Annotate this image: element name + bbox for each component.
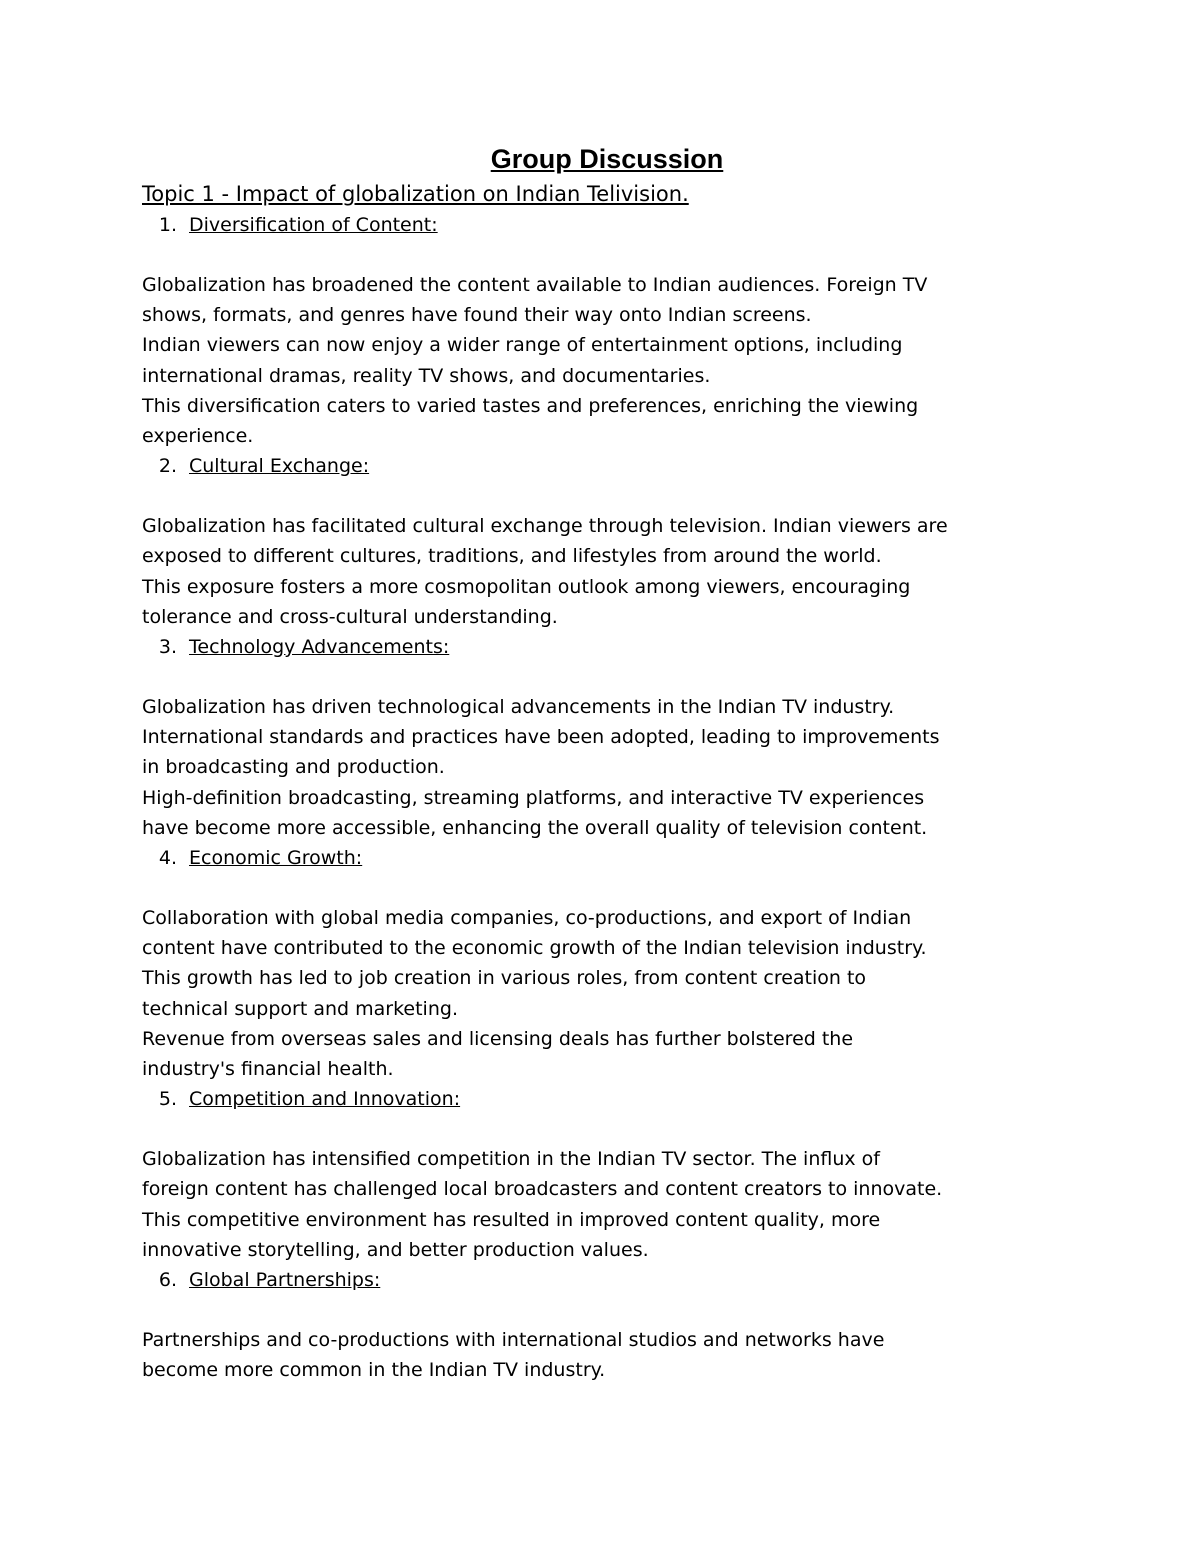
section-title: Global Partnerships:: [189, 1269, 381, 1292]
section-title: Competition and Innovation:: [189, 1088, 461, 1111]
paragraph-line: Collaboration with global media companies, co-productions, and export of Indian: [142, 907, 912, 930]
section-heading: [142, 451, 1072, 481]
section-heading: [142, 1084, 1072, 1114]
paragraph-line: experience.: [142, 425, 254, 448]
paragraph-line: industry's financial health.: [142, 1058, 394, 1081]
section-1: [142, 210, 1072, 451]
document-title: Group Discussion: [490, 144, 724, 174]
paragraph-line: content have contributed to the economic growth of the Indian television industry.: [142, 937, 927, 960]
section-title: Cultural Exchange:: [189, 455, 370, 478]
paragraph-line: international dramas, reality TV shows, and documentaries.: [142, 364, 711, 387]
section-number: 4.: [158, 847, 177, 870]
paragraph-line: Globalization has broadened the content available to Indian audiences. Foreign TV: [142, 274, 928, 296]
paragraph-line: exposed to different cultures, traditions, and lifestyles from around the world.: [142, 545, 882, 568]
paragraph-line: Partnerships and co-productions with international studios and networks have: [142, 1329, 885, 1352]
paragraph-line: This diversification caters to varied tastes and preferences, enriching the viewing: [142, 394, 919, 417]
paragraph-line: Globalization has facilitated cultural exchange through television. Indian viewers are: [142, 515, 948, 538]
section-heading: [142, 210, 1072, 240]
paragraph-line: technical support and marketing.: [142, 997, 458, 1020]
section-number: 1.: [158, 214, 177, 236]
section-number: 5.: [158, 1088, 177, 1111]
paragraph-line: Globalization has driven technological advancements in the Indian TV industry.: [142, 696, 895, 719]
section-heading: [142, 1265, 1072, 1295]
section-heading: [142, 843, 1072, 873]
section-4: [142, 843, 1072, 1084]
paragraph-line: High-definition broadcasting, streaming platforms, and interactive TV experiences: [142, 786, 925, 809]
section-title: Economic Growth:: [189, 847, 363, 870]
paragraph-line: in broadcasting and production.: [142, 756, 445, 779]
section-title: Diversification of Content:: [189, 214, 438, 236]
section-3: [142, 632, 1072, 843]
paragraph-line: This competitive environment has resulted in improved content quality, more: [142, 1208, 881, 1231]
paragraph-line: This exposure fosters a more cosmopolitan outlook among viewers, encouraging: [142, 575, 911, 598]
paragraph-line: have become more accessible, enhancing the overall quality of television content.: [142, 816, 928, 839]
section-number: 6.: [158, 1269, 177, 1292]
section-number: 2.: [158, 455, 177, 478]
paragraph-line: innovative storytelling, and better production values.: [142, 1238, 649, 1261]
paragraph-line: Globalization has intensified competition in the Indian TV sector. The influx of: [142, 1148, 880, 1171]
paragraph-line: Indian viewers can now enjoy a wider range of entertainment options, including: [142, 334, 903, 357]
topic-heading: Topic 1 - Impact of globalization on Indian Telivision.: [142, 182, 689, 206]
paragraph-line: tolerance and cross-cultural understanding.: [142, 605, 558, 628]
document-page: [142, 140, 1072, 1385]
paragraph-line: foreign content has challenged local broadcasters and content creators to innovate.: [142, 1178, 943, 1201]
section-5: [142, 1084, 1072, 1265]
paragraph-line: This growth has led to job creation in various roles, from content creation to: [142, 967, 867, 990]
paragraph-line: International standards and practices have been adopted, leading to improvements: [142, 726, 940, 749]
section-heading: [142, 632, 1072, 662]
section-number: 3.: [158, 636, 177, 659]
paragraph-line: Revenue from overseas sales and licensing deals has further bolstered the: [142, 1027, 854, 1050]
section-title: Technology Advancements:: [189, 636, 450, 659]
paragraph-line: shows, formats, and genres have found their way onto Indian screens.: [142, 304, 812, 327]
paragraph-line: become more common in the Indian TV industry.: [142, 1359, 606, 1382]
section-6: [142, 1265, 1072, 1385]
section-2: [142, 451, 1072, 632]
